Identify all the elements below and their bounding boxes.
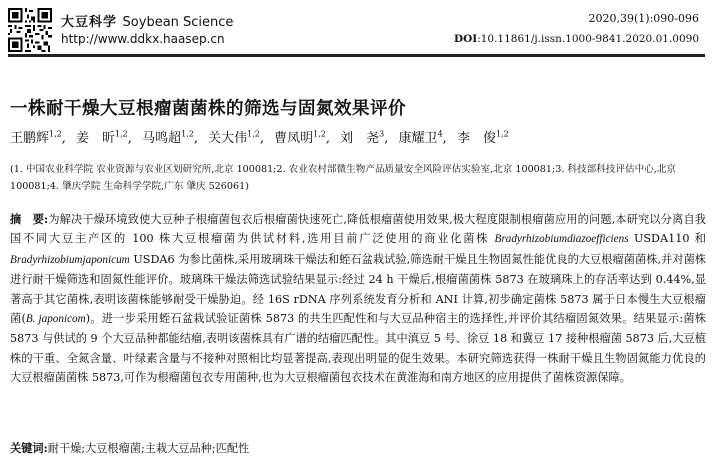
species-name: Bradyrhizobiumjaponicum <box>10 253 130 266</box>
affiliations: (1. 中国农业科学院 农业资源与农业区划研究所,北京 100081;2. 农业农村部微生物产品质量安全风险评估实验室,北京 100081;3. 科技部科技评估中心,北京 100081;4. 肇庆学院 生命科学学院,广东 肇庆 526061) <box>10 164 677 192</box>
author: 康耀卫$^4$, <box>398 129 447 146</box>
species-name: Bradyrhizobiumdiazoefficiens <box>494 233 629 246</box>
abstract-text: )。进一步采用蛭石盆栽试验证菌株 5873 的共生匹配性和与大豆品种宿主的选择性,并评价其结瘤固氮效果。结果显示:菌株 5873 与供试的 9 个大豆品种都能结瘤,表明该菌株具有广谱的结瘤匹配性。其中滇豆 5 号、徐豆 18 和冀豆 17 接种根瘤菌 5873 后,大豆植株的干重、全氮含量、叶绿素含量与不接种对照相比均显著提高,表现出明显的促生效果。本研究筛选获得一株耐干燥且生物固氮能力优良的大豆根瘤菌菌株 5873,可作为根瘤菌包衣专用菌种,也为大豆根瘤菌包衣技术在黄淮海和南方地区的应用提供了菌株资源保障。 <box>10 312 706 385</box>
doi <box>454 33 699 45</box>
abstract-text: USDA6 为参比菌株,采用玻璃珠干燥法和蛭石盆栽试验,筛选耐干燥且生物固氮性能优良的大豆根瘤菌菌株,并对菌株进行耐干燥筛选和固氮性能评价。玻璃珠干燥法筛选试验结果显示:经过 24 h 干燥后,根瘤菌菌株 5873 在玻璃珠上的存活率达到 0.44%,显著高于其它菌株,表明该菌株能够耐受干燥胁迫。经 16S rDNA 序列系统发育分析和 ANI 计算,初步确定菌株 5873 属于日本慢生大豆根瘤菌( <box>10 252 706 326</box>
author: 李 俊$^{1,2}$ <box>456 129 509 146</box>
abstract-text: 为解决干燥环境致使大豆种子根瘤菌包衣后根瘤菌快速死亡,降低根瘤菌使用效果,极大程度限制根瘤菌应用的问题,本研究以分离自我国不同大豆主产区的 100 株大豆根瘤菌为供试材料,选用目前广泛使用的商业化菌株 <box>10 213 706 246</box>
species-name: B. japonicom <box>25 313 86 326</box>
author: 刘 尧$^3$, <box>340 129 389 146</box>
journal-name <box>61 11 233 30</box>
author: 姜 昕$^{1,2}$, <box>76 129 132 146</box>
author: 曹凤明$^{1,2}$, <box>274 129 331 146</box>
doi-label: DOI <box>454 33 478 45</box>
journal-name-en: Soybean Science <box>122 15 234 30</box>
author-list <box>10 127 515 146</box>
journal-url[interactable]: http://www.ddkx.haasep.cn <box>61 32 225 46</box>
abstract-text: USDA110 和 <box>628 232 706 246</box>
issue-info: 2020,39(1):090-096 <box>588 12 699 25</box>
qr-code-icon <box>8 8 52 52</box>
keywords-text: 耐干燥;大豆根瘤菌;主栽大豆品种;匹配性 <box>47 442 250 455</box>
article-title: 一株耐干燥大豆根瘤菌菌株的筛选与固氮效果评价 <box>10 99 406 119</box>
doi-value[interactable]: :10.11861/j.issn.1000-9841.2020.01.0090 <box>477 33 699 45</box>
author: 关大伟$^{1,2}$, <box>208 129 264 146</box>
keywords-label: 关键词: <box>10 441 48 455</box>
abstract-label: 摘 要: <box>10 212 49 226</box>
abstract <box>10 210 706 388</box>
author: 王鹏辉$^{1,2}$, <box>10 129 66 146</box>
header-rule <box>8 54 705 57</box>
author: 马鸣超$^{1,2}$, <box>142 129 198 146</box>
journal-name-cn: 大豆科学 <box>61 15 118 30</box>
keywords <box>10 440 249 456</box>
